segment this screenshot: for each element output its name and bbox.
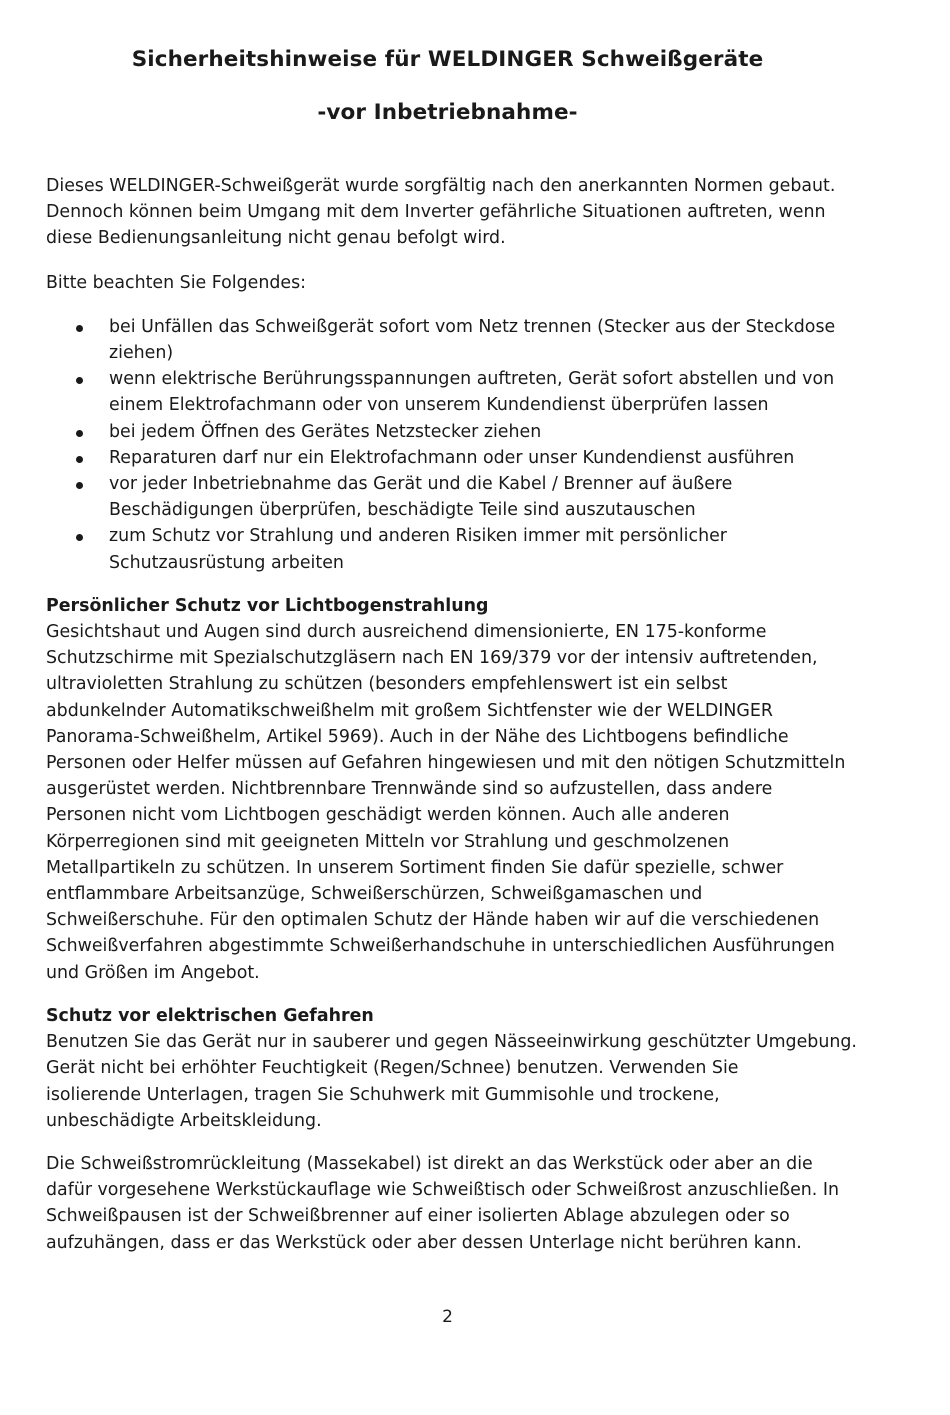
bullet-icon bbox=[76, 534, 83, 541]
intro-line: Dennoch können beim Umgang mit dem Inverter gefährliche Situationen auftreten, wenn bbox=[46, 202, 826, 223]
document-body bbox=[46, 173, 876, 1256]
bullet-line: wenn elektrische Berührungsspannungen auftreten, Gerät sofort abstellen und von bbox=[109, 369, 835, 390]
section-heading: Schutz vor elektrischen Gefahren bbox=[46, 1005, 374, 1026]
bullet-line: ziehen) bbox=[109, 343, 174, 364]
bullet-item bbox=[46, 314, 876, 366]
body-line: Personen oder Helfer müssen auf Gefahren hingewiesen und mit den nötigen Schutzmitteln bbox=[46, 753, 846, 774]
bullet-item bbox=[46, 366, 876, 418]
section-heading: Persönlicher Schutz vor Lichtbogenstrahlung bbox=[46, 595, 489, 616]
bullet-line: Beschädigungen überprüfen, beschädigte Teile sind auszutauschen bbox=[109, 500, 696, 521]
bullet-icon bbox=[76, 430, 83, 437]
safety-bullet-list bbox=[46, 314, 876, 576]
bullet-line: Reparaturen darf nur ein Elektrofachmann oder unser Kundendienst ausführen bbox=[109, 447, 795, 468]
section-arc-radiation bbox=[46, 593, 876, 986]
body-line: Gerät nicht bei erhöhter Feuchtigkeit (Regen/Schnee) benutzen. Verwenden Sie bbox=[46, 1058, 739, 1079]
bullet-line: vor jeder Inbetriebnahme das Gerät und die Kabel / Brenner auf äußere bbox=[109, 474, 733, 495]
body-line: abdunkelnder Automatikschweißhelm mit großem Sichtfenster wie der WELDINGER bbox=[46, 700, 773, 721]
notice-text: Bitte beachten Sie Folgendes: bbox=[46, 272, 307, 293]
bullet-line: einem Elektrofachmann oder von unserem Kundendienst überprüfen lassen bbox=[109, 395, 769, 416]
body-line: Metallpartikeln zu schützen. In unserem Sortiment finden Sie dafür spezielle, schwer bbox=[46, 857, 784, 878]
bullet-item bbox=[46, 419, 876, 445]
bullet-icon bbox=[76, 482, 83, 489]
page-number: 2 bbox=[442, 1307, 453, 1327]
body-line: Benutzen Sie das Gerät nur in sauberer und gegen Nässeeinwirkung geschützter Umgebung. bbox=[46, 1032, 857, 1053]
bullet-item bbox=[46, 445, 876, 471]
body-line: Körperregionen sind mit geeigneten Mitteln vor Strahlung und geschmolzenen bbox=[46, 831, 730, 852]
body-line: und Größen im Angebot. bbox=[46, 962, 260, 983]
body-line: Schweißerschuhe. Für den optimalen Schutz der Hände haben wir auf die verschiedenen bbox=[46, 910, 820, 931]
bullet-icon bbox=[76, 456, 83, 463]
section-electrical-hazards bbox=[46, 1003, 876, 1134]
body-line: Die Schweißstromrückleitung (Massekabel) ist direkt an das Werkstück oder aber an die bbox=[46, 1153, 813, 1174]
ground-cable-paragraph bbox=[46, 1151, 876, 1256]
intro-paragraph bbox=[46, 173, 876, 252]
intro-line: diese Bedienungsanleitung nicht genau befolgt wird. bbox=[46, 228, 506, 249]
body-line: Schweißpausen ist der Schweißbrenner auf einer isolierten Ablage abzulegen oder so bbox=[46, 1206, 790, 1227]
body-line: Schweißverfahren abgestimmte Schweißerhandschuhe in unterschiedlichen Ausführungen bbox=[46, 936, 835, 957]
bullet-line: Schutzausrüstung arbeiten bbox=[109, 552, 344, 573]
page-title: Sicherheitshinweise für WELDINGER Schweißgeräte bbox=[131, 47, 764, 72]
body-line: aufzuhängen, dass er das Werkstück oder aber dessen Unterlage nicht berühren kann. bbox=[46, 1232, 802, 1253]
bullet-line: bei Unfällen das Schweißgerät sofort vom Netz trennen (Stecker aus der Steckdose bbox=[109, 316, 836, 337]
bullet-line: bei jedem Öffnen des Gerätes Netzstecker ziehen bbox=[109, 421, 542, 442]
body-line: Gesichtshaut und Augen sind durch ausreichend dimensionierte, EN 175-konforme bbox=[46, 622, 767, 643]
body-line: ausgerüstet werden. Nichtbrennbare Trennwände sind so aufzustellen, dass andere bbox=[46, 779, 773, 800]
bullet-line: zum Schutz vor Strahlung und anderen Risiken immer mit persönlicher bbox=[109, 526, 727, 547]
body-line: Schutzschirme mit Spezialschutzgläsern nach EN 169/379 vor der intensiv auftretenden, bbox=[46, 648, 818, 669]
page-subtitle: -vor Inbetriebnahme- bbox=[317, 100, 578, 125]
bullet-item bbox=[46, 471, 876, 523]
body-line: Personen nicht vom Lichtbogen geschädigt werden können. Auch alle anderen bbox=[46, 805, 730, 826]
body-line: ultravioletten Strahlung zu schützen (besonders empfehlenswert ist ein selbst bbox=[46, 674, 728, 695]
intro-line: Dieses WELDINGER-Schweißgerät wurde sorgfältig nach den anerkannten Normen gebaut. bbox=[46, 176, 836, 196]
bullet-icon bbox=[76, 377, 83, 384]
bullet-icon bbox=[76, 325, 83, 332]
body-line: entflammbare Arbeitsanzüge, Schweißerschürzen, Schweißgamaschen und bbox=[46, 884, 703, 905]
bullet-item bbox=[46, 523, 876, 575]
body-line: unbeschädigte Arbeitskleidung. bbox=[46, 1110, 322, 1131]
body-line: Panorama-Schweißhelm, Artikel 5969). Auch in der Nähe des Lichtbogens befindliche bbox=[46, 726, 789, 747]
body-line: dafür vorgesehene Werkstückauflage wie Schweißtisch oder Schweißrost anzuschließen. In bbox=[46, 1180, 839, 1201]
body-line: isolierende Unterlagen, tragen Sie Schuhwerk mit Gummisohle und trockene, bbox=[46, 1084, 720, 1105]
